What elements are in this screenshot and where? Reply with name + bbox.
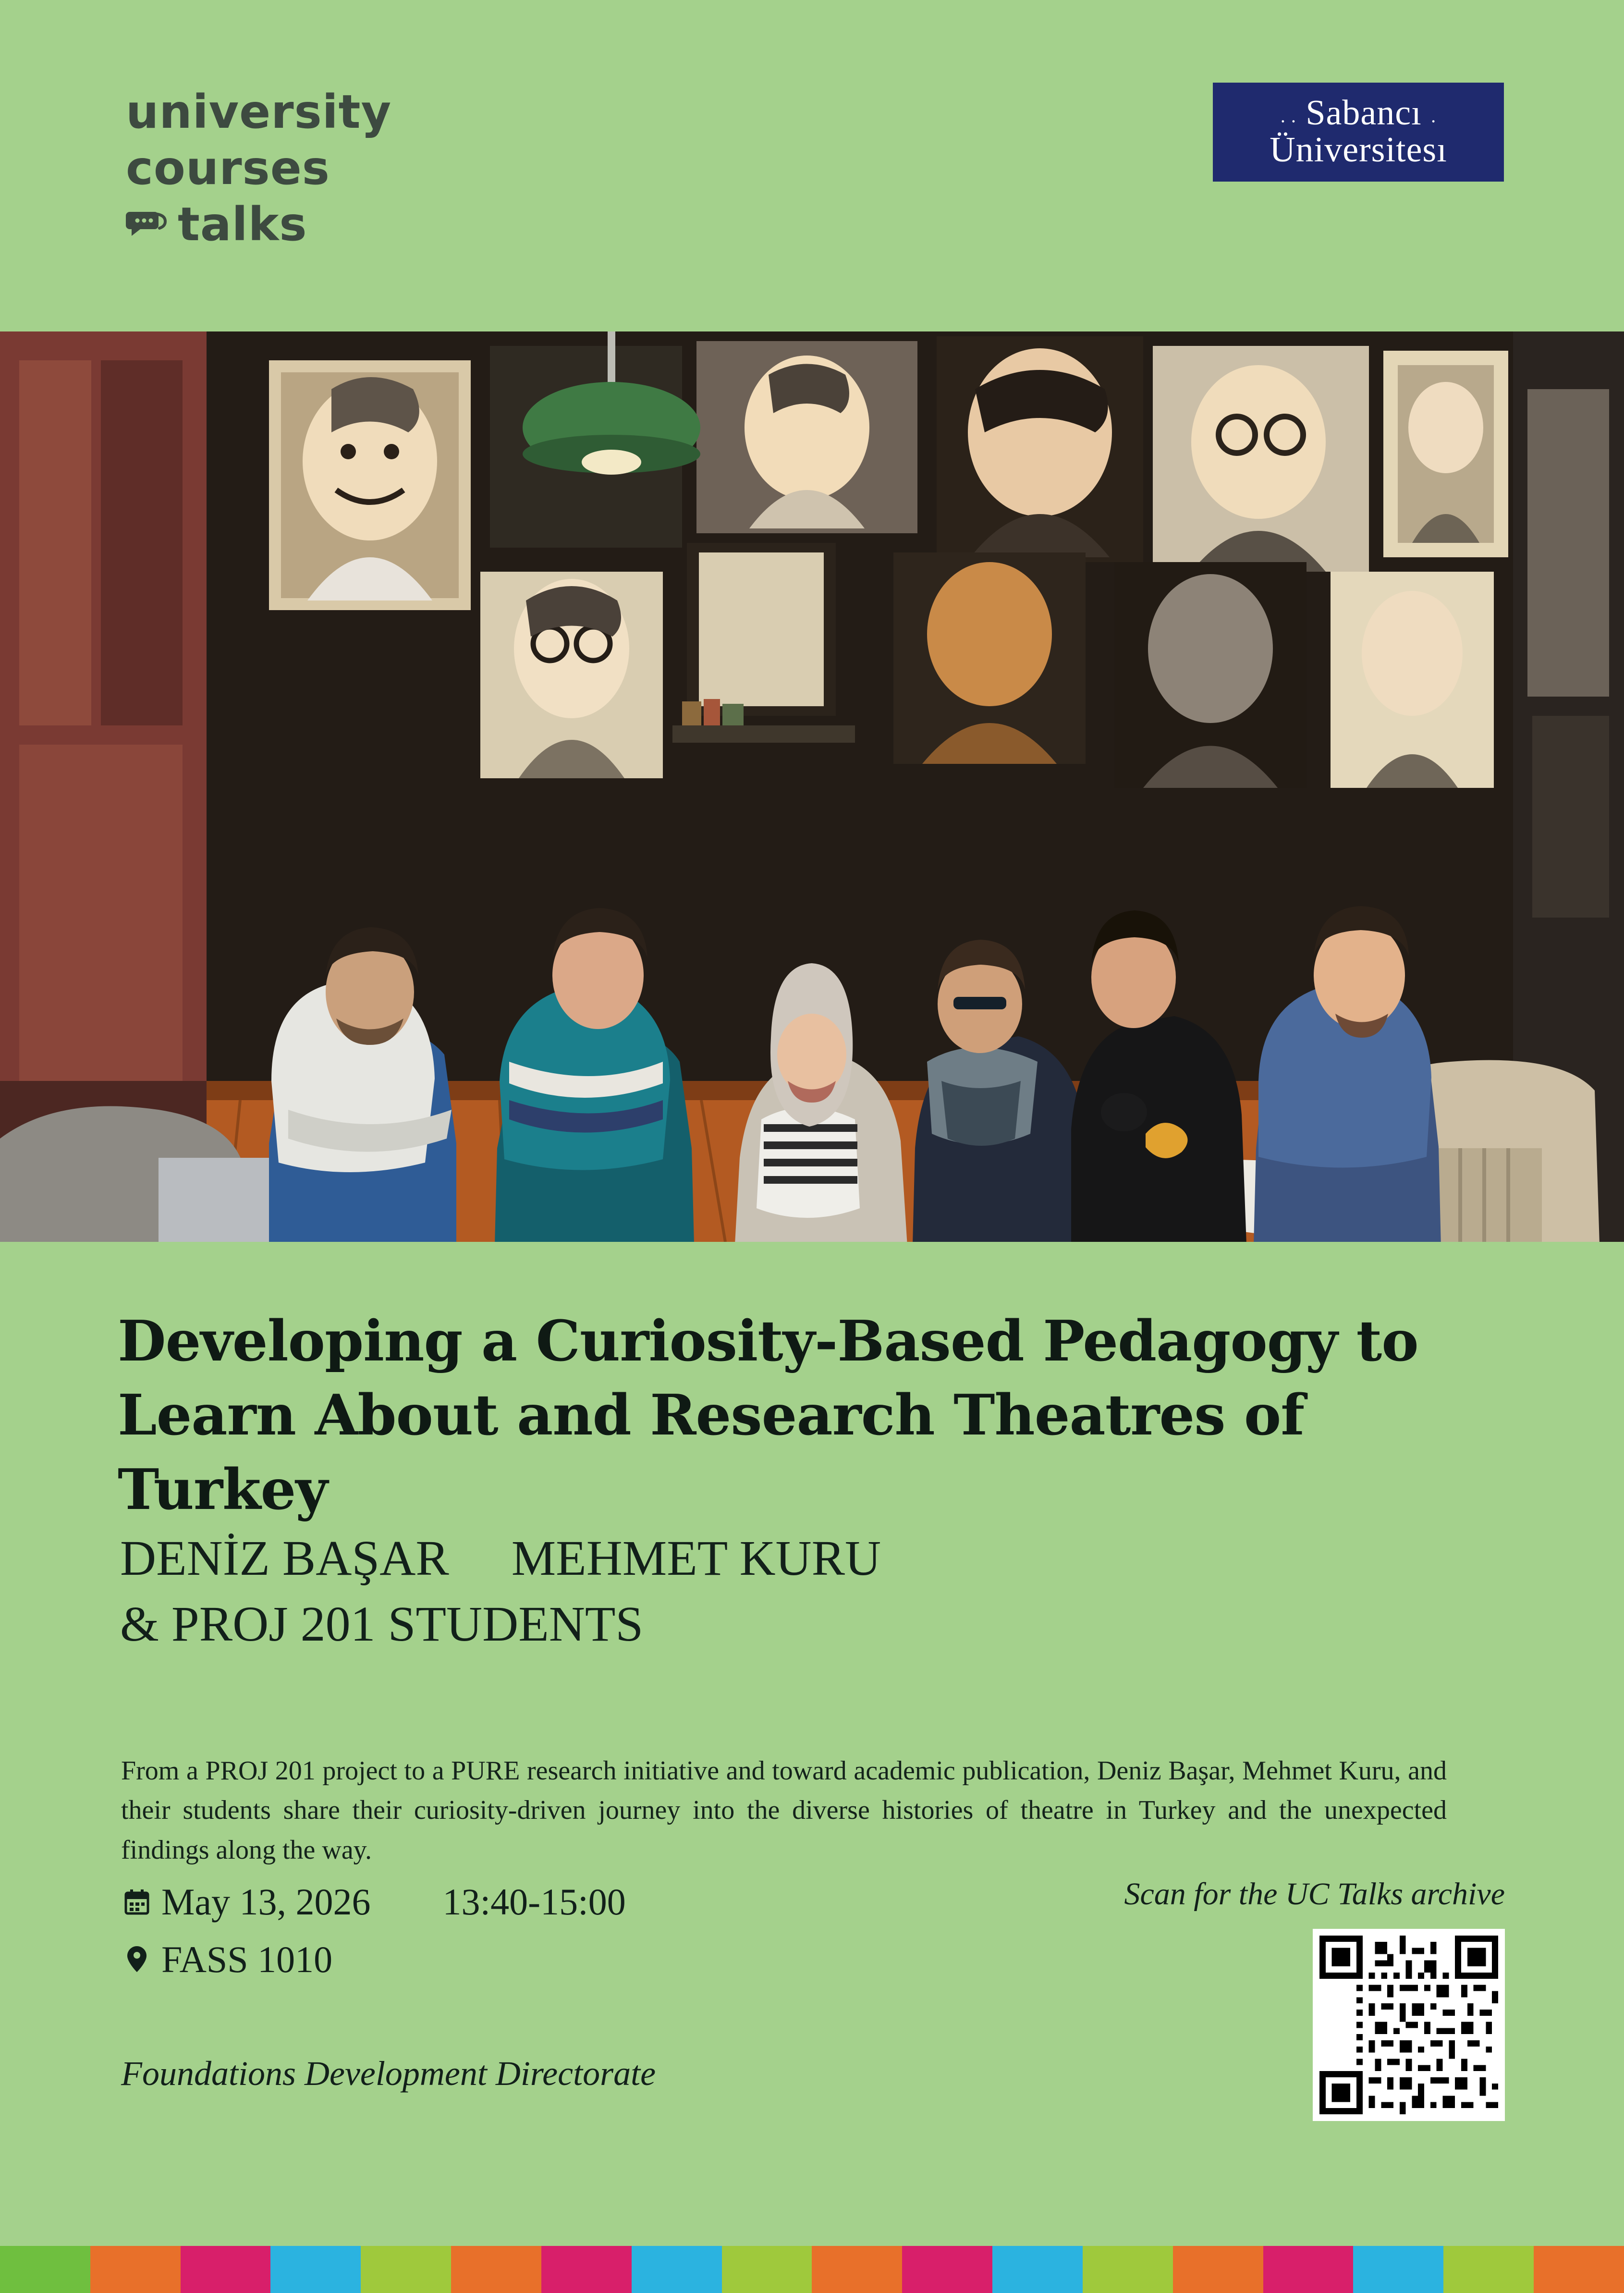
color-bar-segment (632, 2246, 722, 2293)
color-bar-segment (1443, 2246, 1534, 2293)
color-bar-segment (722, 2246, 812, 2293)
footer-color-bar (0, 2246, 1624, 2293)
logo-line-university (126, 84, 391, 140)
color-bar-segment (1263, 2246, 1354, 2293)
event-date: May 13, 2026 (161, 1881, 371, 1923)
organizer-name: Foundations Development Directorate (121, 2054, 656, 2093)
event-date-row (121, 1878, 1130, 1925)
event-time: 13:40-15:00 (442, 1881, 626, 1923)
color-bar-segment (1534, 2246, 1624, 2293)
speaker-name-2: MEHMET KURU (511, 1531, 881, 1586)
color-bar-segment (0, 2246, 90, 2293)
color-bar-segment (90, 2246, 181, 2293)
logo-line3-text: talks (178, 197, 307, 252)
logo-line1-rest: niversity (159, 85, 392, 139)
talk-abstract: From a PROJ 201 project to a PURE research initiative and toward academic publication, Deniz Başar, Mehmet Kuru, and their students share their curiosity-driven journey into the diverse histories of theatre in Turkey and the unexpected findings along the way. (121, 1756, 1447, 1865)
speech-bubble-icon (126, 210, 167, 240)
su-dots-left: . . (1280, 105, 1296, 127)
poster-body (0, 1242, 1624, 2246)
map-pin-icon (121, 1946, 153, 1973)
su-logo-top-line (1281, 95, 1436, 131)
event-photo (0, 331, 1624, 1242)
color-bar-segment (451, 2246, 541, 2293)
su-logo-name: Sabancı (1306, 93, 1422, 133)
calendar-icon (121, 1889, 153, 1915)
logo-line2-rest: ourses (153, 141, 330, 196)
color-bar-segment (541, 2246, 632, 2293)
logo-line-talks (126, 196, 391, 253)
color-bar-segment (992, 2246, 1083, 2293)
logo-line-courses (126, 140, 391, 196)
sabanci-university-logo (1213, 83, 1504, 182)
color-bar-segment (181, 2246, 271, 2293)
color-bar-segment (1353, 2246, 1443, 2293)
event-location: FASS 1010 (161, 1938, 333, 1980)
color-bar-segment (361, 2246, 451, 2293)
logo-line1-lead: u (126, 85, 159, 139)
event-details (121, 1878, 1130, 1993)
talk-title: Developing a Curiosity-Based Pedagogy to Learn About and Research Theatres of Turkey (118, 1309, 1418, 1522)
poster-header (0, 0, 1624, 331)
qr-code-icon[interactable] (1313, 1929, 1505, 2121)
color-bar-segment (270, 2246, 361, 2293)
speaker-name-3: & PROJ 201 STUDENTS (120, 1596, 644, 1652)
color-bar-segment (812, 2246, 902, 2293)
color-bar-segment (1173, 2246, 1263, 2293)
speakers-block (120, 1525, 1513, 1657)
event-location-row (121, 1936, 1130, 1983)
uc-talks-logo (126, 84, 391, 253)
color-bar-segment (902, 2246, 992, 2293)
color-bar-segment (1083, 2246, 1173, 2293)
qr-caption: Scan for the UC Talks archive (1124, 1876, 1505, 1912)
su-dots-right: . (1431, 105, 1437, 127)
speaker-name-1: DENİZ BAŞAR (120, 1531, 449, 1586)
logo-line2-lead: c (126, 141, 154, 196)
su-logo-bottom-line: Üniversitesı (1270, 130, 1447, 170)
